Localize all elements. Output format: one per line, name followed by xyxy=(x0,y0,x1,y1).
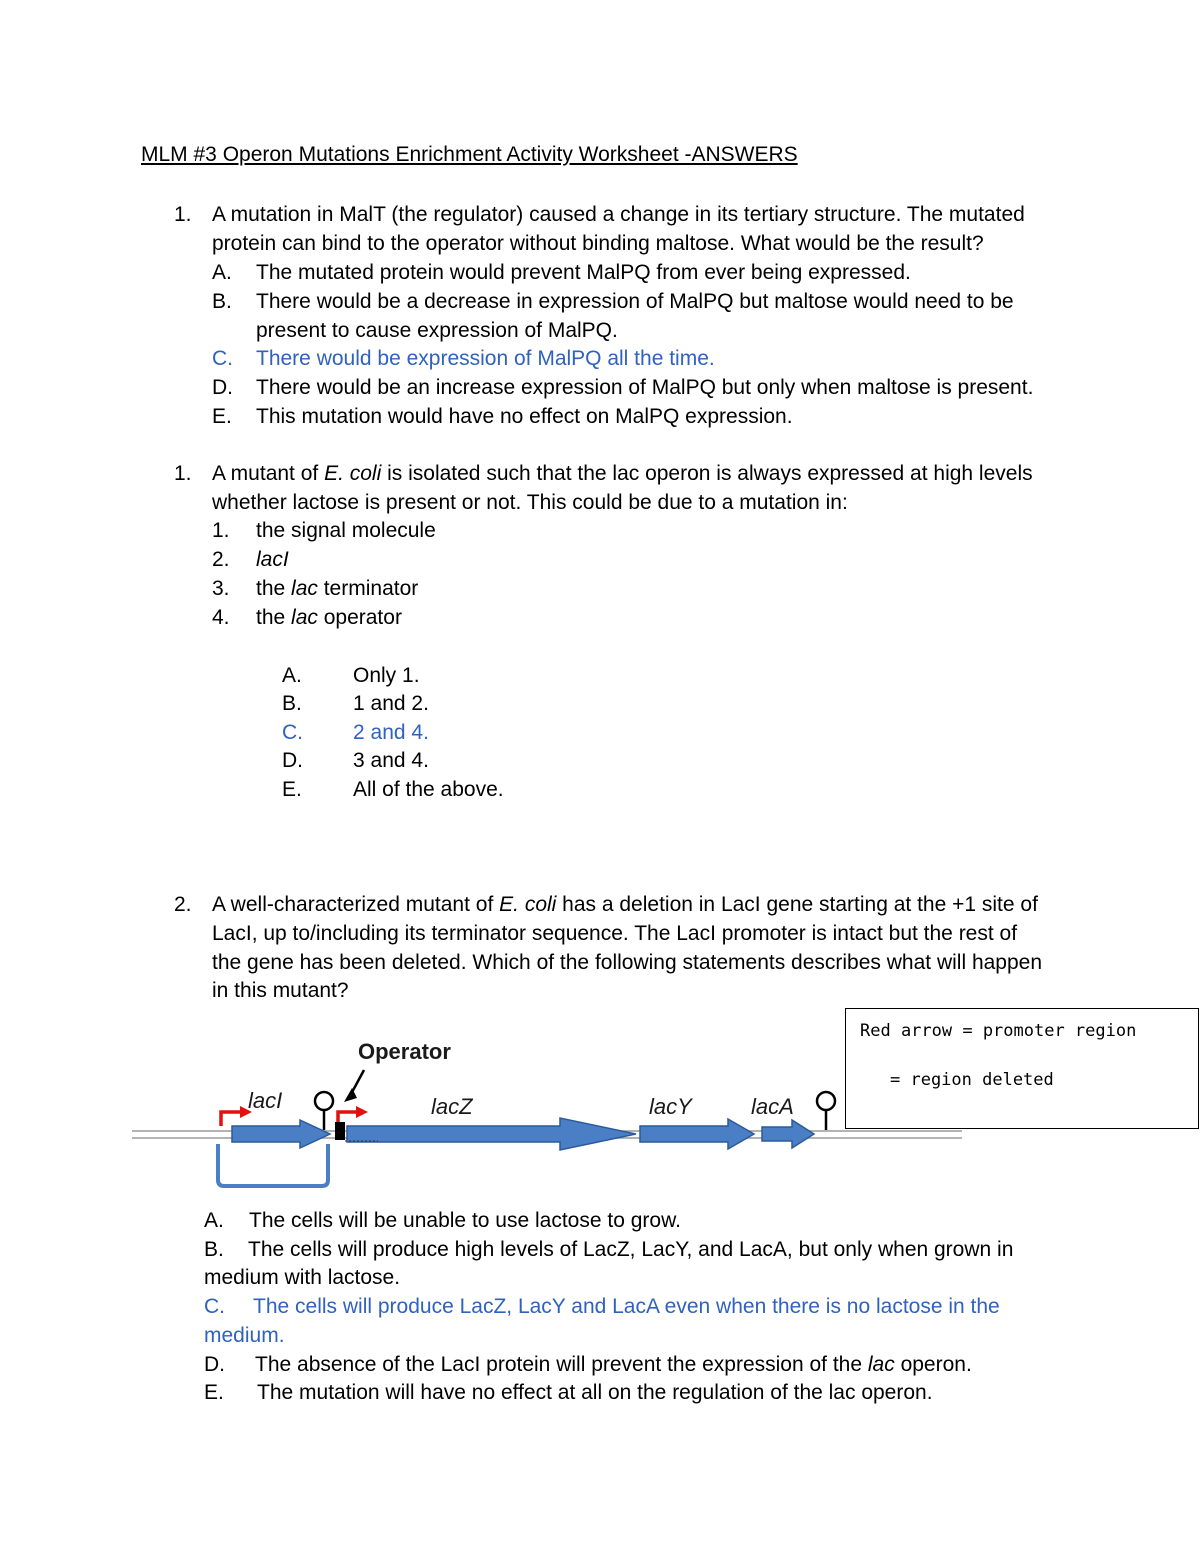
q2-item-2-gene: lacI xyxy=(256,548,289,571)
q3-option-d-text-a: The absence of the LacI protein will prevent the expression of the xyxy=(255,1353,868,1376)
q3-option-b-text-cont: medium with lactose. xyxy=(204,1266,401,1289)
q3-option-d-gene: lac xyxy=(867,1353,895,1376)
q1-option-e-text: This mutation would have no effect on MalPQ expression. xyxy=(256,405,793,428)
q1-stem-line1: A mutation in MalT (the regulator) caused a change in its tertiary structure. The mutated xyxy=(212,203,1025,226)
laci-terminator-icon xyxy=(315,1092,333,1110)
q3-option-d-text-b: operon. xyxy=(894,1353,972,1376)
q2-stem-line1-a: A mutant of xyxy=(212,462,325,485)
deletion-bracket xyxy=(218,1144,328,1186)
q2-item-2 xyxy=(256,545,289,574)
q2-item-4 xyxy=(256,603,402,632)
laci-gene-arrow xyxy=(232,1120,330,1148)
q2-item-4-num: 4. xyxy=(212,606,230,629)
q1-option-c-text-answer: There would be expression of MalPQ all the time. xyxy=(256,347,715,370)
q2-option-d-letter: D. xyxy=(282,749,303,772)
q2-option-c-text-answer: 2 and 4. xyxy=(353,721,429,744)
lacz-label: lacZ xyxy=(431,1094,473,1119)
lacz-gene-arrow xyxy=(347,1118,636,1150)
q3-option-c-text-cont: medium. xyxy=(204,1324,285,1347)
q2-option-c-letter: C. xyxy=(282,721,303,744)
q3-option-c-text-answer: The cells will produce LacZ, LacY and LacA even when there is no lactose in the xyxy=(253,1295,1000,1318)
q1-stem-line2: protein can bind to the operator without binding maltose. What would be the result? xyxy=(212,232,984,255)
operator-label: Operator xyxy=(358,1039,451,1064)
q2-stem-line2: whether lactose is present or not. This could be due to a mutation in: xyxy=(212,491,848,514)
q1-option-b-text: There would be a decrease in expression of MalPQ but maltose would need to be xyxy=(256,290,1014,313)
q3-option-e-letter: E. xyxy=(204,1381,224,1404)
lacy-label: lacY xyxy=(649,1094,692,1119)
q3-stem-line3: the gene has been deleted. Which of the following statements describes what will happen xyxy=(212,951,1043,974)
q3-option-d-letter: D. xyxy=(204,1353,225,1376)
q3-stem-line1-a: A well-characterized mutant of xyxy=(212,893,500,916)
q1-option-c-letter: C. xyxy=(212,347,233,370)
q1-option-b-letter: B. xyxy=(212,290,232,313)
q2-item-3-gene: lac xyxy=(291,577,318,600)
q2-number: 1. xyxy=(174,462,192,485)
q2-item-4-b: operator xyxy=(317,606,402,629)
q2-item-3-a: the xyxy=(256,577,292,600)
q3-number: 2. xyxy=(174,893,192,916)
q3-option-a-letter: A. xyxy=(204,1209,224,1232)
q2-item-1-num: 1. xyxy=(212,519,230,542)
q2-item-2-num: 2. xyxy=(212,548,230,571)
q1-number: 1. xyxy=(174,203,192,226)
q1-option-a-text: The mutated protein would prevent MalPQ from ever being expressed. xyxy=(256,261,911,284)
q2-item-4-a: the xyxy=(256,606,292,629)
q1-option-d-text: There would be an increase expression of MalPQ but only when maltose is present. xyxy=(256,376,1034,399)
q2-option-a-text: Only 1. xyxy=(353,664,420,687)
laca-label: lacA xyxy=(751,1094,794,1119)
q3-option-b-letter: B. xyxy=(204,1238,224,1261)
q1-option-e-letter: E. xyxy=(212,405,232,428)
q2-option-b-text: 1 and 2. xyxy=(353,692,429,715)
q2-item-3-num: 3. xyxy=(212,577,230,600)
operator-pointer-arrowhead xyxy=(344,1088,357,1102)
q2-stem-line1-c: is isolated such that the lac operon is always expressed at high levels xyxy=(381,462,1033,485)
q2-stem-species: E. coli xyxy=(324,462,382,485)
q2-option-e-letter: E. xyxy=(282,778,302,801)
laca-terminator-icon xyxy=(817,1092,835,1110)
q3-stem-line2: LacI, up to/including its terminator sequence. The LacI promoter is intact but the rest of xyxy=(212,922,1018,945)
legend-promoter-text: Red arrow = promoter region xyxy=(860,1021,1137,1041)
q3-stem-line1 xyxy=(212,890,1038,919)
q2-item-4-gene: lac xyxy=(291,606,318,629)
lac-operon-diagram xyxy=(0,1030,1200,1190)
q2-option-d-text: 3 and 4. xyxy=(353,749,429,772)
q1-option-b-text-cont: present to cause expression of MalPQ. xyxy=(256,319,618,342)
operator-block xyxy=(335,1122,345,1140)
laci-promoter-arrow xyxy=(221,1112,242,1126)
q3-option-b-text: The cells will produce high levels of LacZ, LacY, and LacA, but only when grown in xyxy=(248,1238,1014,1261)
lac-promoter-arrowhead xyxy=(356,1106,368,1118)
q2-stem-line1 xyxy=(212,459,1033,488)
q3-stem-line4: in this mutant? xyxy=(212,979,349,1002)
q3-option-e-text: The mutation will have no effect at all on the regulation of the lac operon. xyxy=(257,1381,933,1404)
q3-option-d-text xyxy=(255,1350,972,1379)
q2-option-e-text: All of the above. xyxy=(353,778,504,801)
q2-item-3 xyxy=(256,574,418,603)
lac-promoter-arrow xyxy=(338,1112,358,1122)
lacy-gene-arrow xyxy=(640,1119,754,1149)
q2-item-1-text: the signal molecule xyxy=(256,519,436,542)
q3-stem-line1-c: has a deletion in LacI gene starting at the +1 site of xyxy=(556,893,1038,916)
legend-deletion-text: = region deleted xyxy=(890,1070,1054,1090)
page-title: MLM #3 Operon Mutations Enrichment Activity Worksheet -ANSWERS xyxy=(141,143,798,166)
q2-option-a-letter: A. xyxy=(282,664,302,687)
q1-option-d-letter: D. xyxy=(212,376,233,399)
q3-option-a-text: The cells will be unable to use lactose to grow. xyxy=(249,1209,681,1232)
q2-item-3-b: terminator xyxy=(317,577,419,600)
legend-deletion-swatch xyxy=(858,1072,888,1077)
q3-option-c-letter: C. xyxy=(204,1295,225,1318)
laci-label: lacI xyxy=(248,1088,283,1113)
q3-stem-species: E. coli xyxy=(499,893,557,916)
q1-option-a-letter: A. xyxy=(212,261,232,284)
q2-item-1 xyxy=(256,516,436,545)
q2-option-b-letter: B. xyxy=(282,692,302,715)
laca-gene-arrow xyxy=(762,1120,814,1148)
